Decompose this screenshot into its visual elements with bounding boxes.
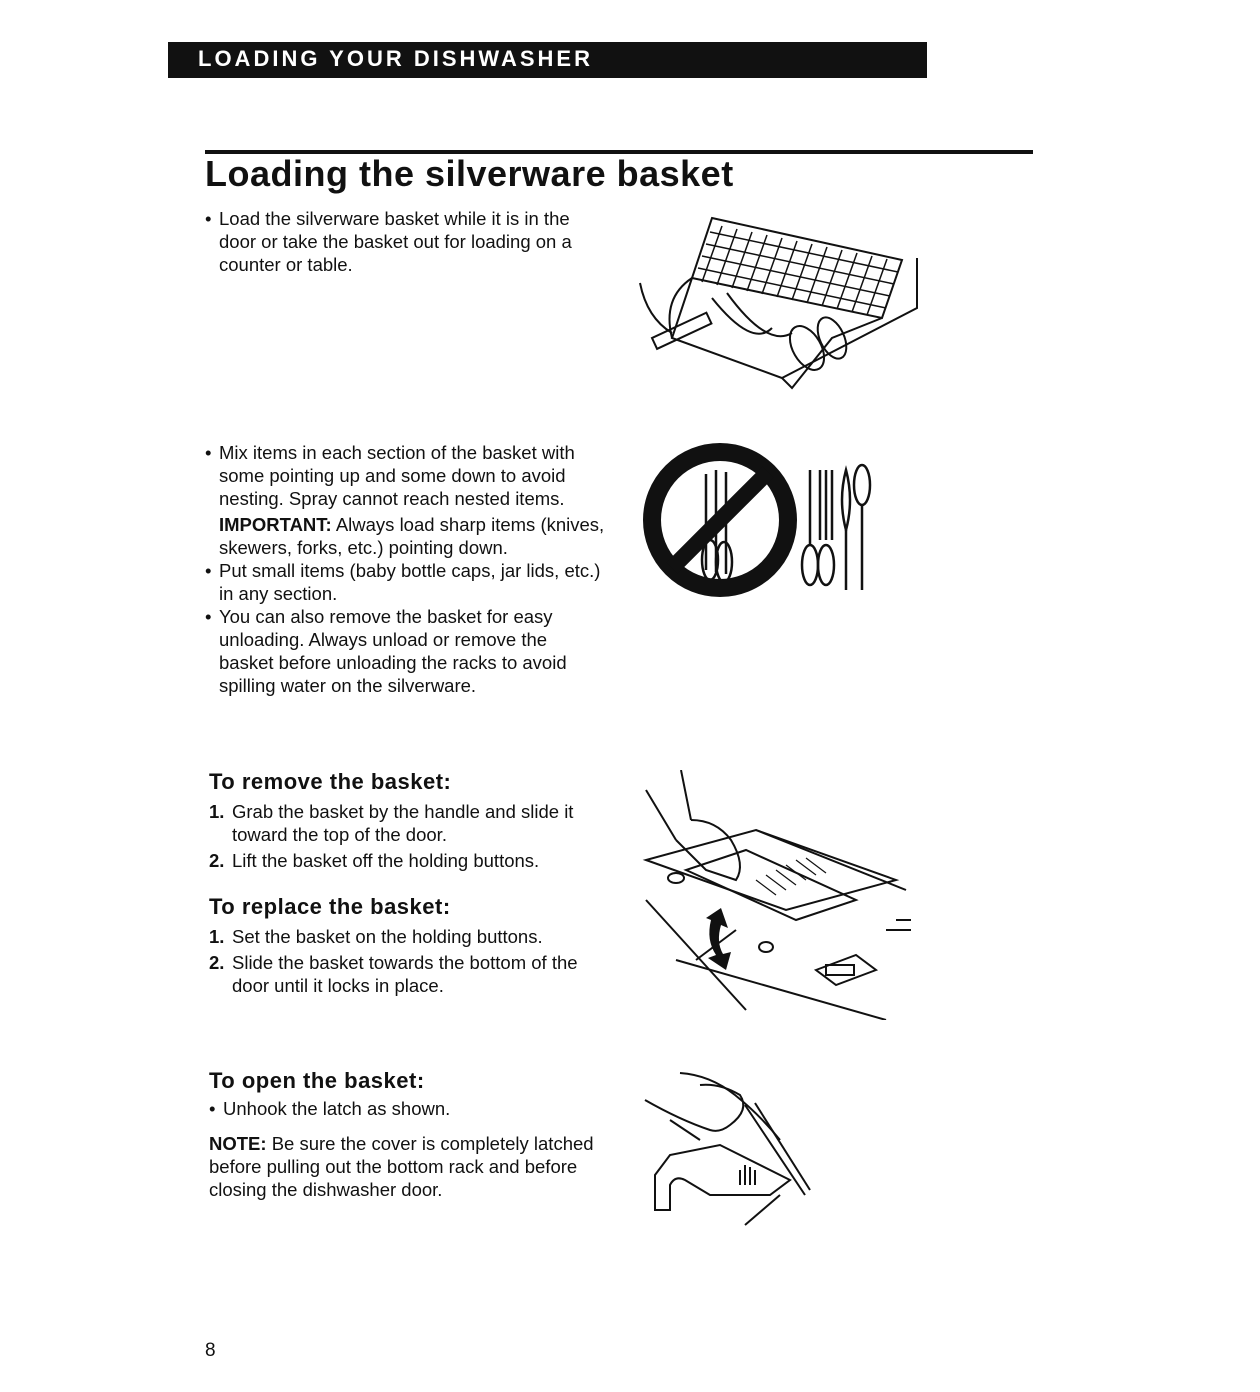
small-items-bullet: • Put small items (baby bottle caps, jar lids, etc.) in any section. xyxy=(205,559,605,605)
section-banner xyxy=(168,42,927,78)
replace-step-1 xyxy=(209,925,609,948)
unload-bullet: • You can also remove the basket for easy unloading. Always unload or remove the basket before unloading the racks to avoid spilling water on the silverware. xyxy=(205,605,605,697)
remove-heading: To remove the basket: xyxy=(209,769,452,794)
remove-step-2-number: 2. xyxy=(209,850,225,871)
remove-step-1-number: 1. xyxy=(209,801,225,822)
no-nesting-illustration xyxy=(640,440,880,600)
unhook-latch-illustration xyxy=(640,1065,820,1230)
remove-step-1-text: Grab the basket by the handle and slide it toward the top of the door. xyxy=(232,801,574,845)
remove-basket-illustration xyxy=(636,770,916,1020)
mix-bullet: • Mix items in each section of the basket with some pointing up and some down to avoid nesting. Spray cannot reach nested items. xyxy=(205,441,605,510)
remove-step-1 xyxy=(209,800,609,846)
banner-title: LOADING YOUR DISHWASHER xyxy=(198,46,593,71)
page-title: Loading the silverware basket xyxy=(205,153,734,194)
replace-heading: To replace the basket: xyxy=(209,894,451,919)
unhook-bullet: • Unhook the latch as shown. xyxy=(209,1097,609,1120)
remove-step-2-text: Lift the basket off the holding buttons. xyxy=(232,850,540,871)
replace-step-2-number: 2. xyxy=(209,952,225,973)
open-heading: To open the basket: xyxy=(209,1068,425,1093)
replace-step-2 xyxy=(209,951,609,997)
basket-in-door-illustration xyxy=(632,198,922,398)
remove-steps xyxy=(209,800,609,872)
important-text: Always load sharp items (knives, skewers, forks, etc.) pointing down. xyxy=(219,514,605,558)
note-label: NOTE: xyxy=(209,1133,267,1154)
note-paragraph xyxy=(209,1132,609,1201)
intro-bullet: • Load the silverware basket while it is in the door or take the basket out for loading on a counter or table. xyxy=(205,207,610,276)
replace-step-1-number: 1. xyxy=(209,926,225,947)
replace-steps xyxy=(209,925,609,997)
mixing-text xyxy=(205,441,605,697)
open-text xyxy=(209,1097,609,1201)
important-label: IMPORTANT: xyxy=(219,514,332,535)
page-number: 8 xyxy=(205,1340,216,1361)
replace-step-1-text: Set the basket on the holding buttons. xyxy=(232,926,543,947)
intro-text xyxy=(205,207,610,276)
note-text: Be sure the cover is completely latched before pulling out the bottom rack and before closing the dishwasher door. xyxy=(209,1133,594,1200)
replace-step-2-text: Slide the basket towards the bottom of the door until it locks in place. xyxy=(232,952,578,996)
important-paragraph xyxy=(205,513,605,559)
remove-step-2 xyxy=(209,849,609,872)
